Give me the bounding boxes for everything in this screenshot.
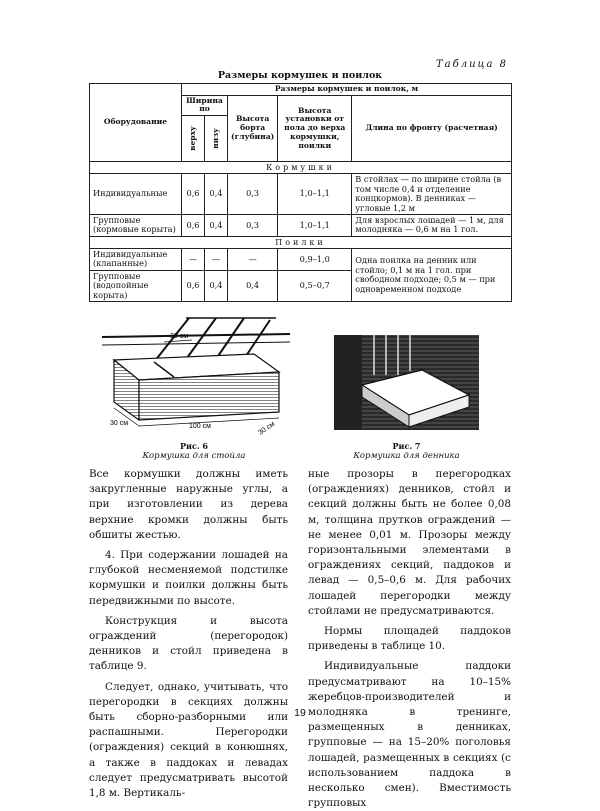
paragraph: 4. При содержании лошадей на глубокой несменяемой подстилке кормушки и поилки должны быть передвижными по высоте. xyxy=(89,549,288,607)
header-row-1 xyxy=(90,84,512,96)
left-column xyxy=(89,467,288,801)
header-side-height: Высота борта (глубина) xyxy=(228,95,278,161)
header-width: Ширина по xyxy=(182,95,228,115)
table-row: Групповые (водопойные корыта) 0,6 0,4 0,4 0,5–0,7 xyxy=(90,270,512,301)
dim-label-top: 30 см xyxy=(170,333,189,340)
section-feeders: Кормушки xyxy=(90,162,512,174)
dim-label-length: 100 см xyxy=(189,423,211,430)
figure-stall-feeder xyxy=(94,312,294,437)
paragraph: Все кормушки должны иметь закругленные наружные углы, а при изготовлении из дерева верхние кромки должны быть обшиты жестью. xyxy=(89,468,288,541)
table-row: Индивидуальные (клапанные) — — — 0,9–1,0 Одна поилка на денник или стойло; 0,1 м на 1 гол. при свободном подходе; 0,5 м — при одновременном подходе xyxy=(90,249,512,271)
section-drinkers: Поилки xyxy=(90,236,512,248)
paragraph: Конструкция и высота ограждений (перегородок) денников и стойл приведена в таблице 9. xyxy=(89,614,288,673)
header-install-height: Высота установки от пола до верха кормушки, поилки xyxy=(278,95,352,161)
table-row: Групповые (кормовые корыта) 0,6 0,4 0,3 1,0–1,1 Для взрослых лошадей — 1 м, для молодняка — 0,6 м на 1 гол. xyxy=(90,215,512,237)
header-front-length: Длина по фронту (расчетная) xyxy=(352,95,512,161)
header-sizes-group: Размеры кормушек и поилок, м xyxy=(182,84,512,96)
dimensions-table xyxy=(89,83,512,302)
paragraph: Индивидуальные паддоки предусматривают на 10–15% жеребцов-производителей и молодняка в тренинге, размещенных в денниках, групповые — на 15–20% поголовья лошадей, размещенных в секциях (с использованием паддока в несколько смен). Вместимость групповых xyxy=(308,660,511,810)
figure-7-label: Рис. 7 xyxy=(392,441,421,451)
figure-6-caption xyxy=(94,441,294,461)
paragraph: Нормы площадей паддоков приведены в таблице 10. xyxy=(308,625,511,653)
paragraph: Следует, однако, учитывать, что перегородки в секциях должны быть сборно-разборными или распашными. Перегородки (ограждения) секций в конюшнях, а также в паддоках и левадах следует предусматривать высотой 1,8 м. Вертикаль- xyxy=(89,680,288,800)
dim-label-side: 30 см xyxy=(257,420,277,437)
header-equipment: Оборудование xyxy=(90,84,182,162)
figure-6-label: Рис. 6 xyxy=(180,441,208,451)
header-top: верху xyxy=(182,116,205,162)
right-column xyxy=(308,467,511,811)
dim-label-left: 30 см xyxy=(110,420,129,427)
page-number: 19 xyxy=(294,707,306,719)
figure-6-title: Кормушка для стойла xyxy=(142,451,246,461)
table-title: Размеры кормушек и поилок xyxy=(217,70,383,81)
table-number: Таблица 8 xyxy=(435,59,508,70)
header-bottom: низу xyxy=(205,116,228,162)
paragraph: ные прозоры в перегородках (ограждениях) денников, стойл и секций должны быть не более 0,08 м, толщина прутков ограждений — не менее 0,01 м. Прозоры между горизонтальными элементами в ограждениях секций, паддоков и левад — 0,5–0,6 м. Для рабочих лошадей перегородки между стойлами не предусматриваются. xyxy=(308,468,511,617)
figure-7-title: Кормушка для денника xyxy=(353,451,460,461)
figure-7-caption xyxy=(334,441,479,461)
table-row: Индивидуальные 0,6 0,4 0,3 1,0–1,1 В стойлах — по ширине стойла (в том числе 0,4 и отделение концкормов). В денниках — угловые 1,2 м xyxy=(90,174,512,215)
figure-box-feeder xyxy=(334,335,479,430)
